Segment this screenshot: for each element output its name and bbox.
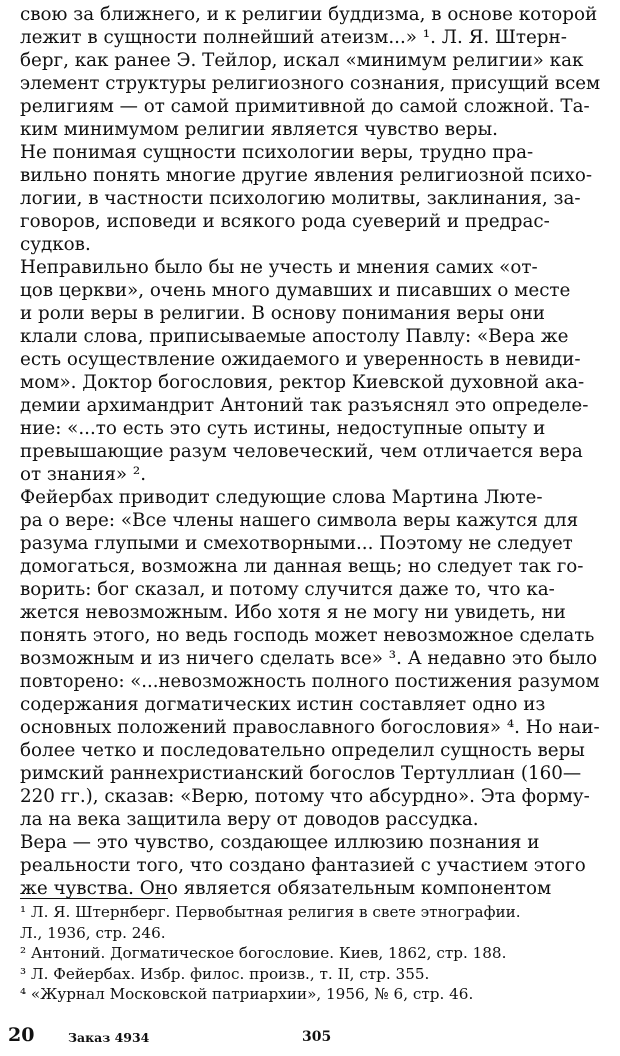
body-line: ким минимумом религии является чувство веры. <box>20 119 498 140</box>
body-line: содержания догматических истин составляет одно из <box>20 694 546 715</box>
body-line: основных положений православного богословия» ⁴. Но наи- <box>19 717 600 738</box>
body-line: же чувства. Оно является обязательным компонентом <box>20 878 552 899</box>
body-line: вильно понять многие другие явления религиозной психо- <box>20 165 593 186</box>
footnote-line: ⁴ «Журнал Московской патриархии», 1956, № 6, стр. 46. <box>20 985 474 1003</box>
body-line: судков. <box>20 234 91 255</box>
body-line: лежит в сущности полнейший атеизм...» ¹. Л. Я. Штерн- <box>20 27 567 48</box>
body-line: превышающие разум человеческий, чем отличается вера <box>20 441 583 462</box>
footnote-line: ² Антоний. Догматическое богословие. Киев, 1862, стр. 188. <box>20 944 507 962</box>
footnote-line: Л., 1936, стр. 246. <box>20 923 166 942</box>
body-line: домогаться, возможна ли данная вещь; но следует так го- <box>20 556 584 577</box>
body-line: возможным и из ничего сделать все» ³. А недавно это было <box>20 648 598 669</box>
body-line: Неправильно было бы не учесть и мнения самих «от- <box>20 257 538 278</box>
body-line: от знания» ². <box>20 464 147 485</box>
footnote-line: ³ Л. Фейербах. Избр. филос. произв., т. II, стр. 355. <box>20 964 430 983</box>
body-line: мом». Доктор богословия, ректор Киевской духовной ака- <box>20 372 585 393</box>
body-line: цов церкви», очень много думавших и писавших о месте <box>20 280 571 301</box>
footnote-line: ¹ Л. Я. Штернберг. Первобытная религия в свете этнографии. <box>20 903 521 921</box>
body-line: Не понимая сущности психологии веры, трудно пра- <box>20 142 534 163</box>
body-line: религиям — от самой примитивной до самой сложной. Та- <box>20 96 590 117</box>
body-line: римский раннехристианский богослов Тертуллиан (160— <box>20 763 582 784</box>
body-line: Вера — это чувство, создающее иллюзию познания и <box>20 832 540 853</box>
body-line: 220 гг.), сказав: «Верю, потому что абсурдно». Эта форму- <box>20 786 590 807</box>
body-line: логии, в частности психологию молитвы, заклинания, за- <box>20 188 581 209</box>
body-line: понять этого, но ведь господь может невозможное сделать <box>20 625 595 646</box>
body-line: демии архимандрит Антоний так разъяснял это определе- <box>20 395 589 416</box>
body-line: ра о вере: «Все члены нашего символа веры кажутся для <box>20 510 579 531</box>
body-line: ла на века защитила веру от доводов рассудка. <box>20 809 479 830</box>
body-line: и роли веры в религии. В основу понимания веры они <box>20 303 545 324</box>
body-line: ворить: бог сказал, и потому случится даже то, что ка- <box>20 579 555 600</box>
body-line: реальности того, что создано фантазией с участием этого <box>20 855 586 876</box>
body-line: более четко и последовательно определил сущность веры <box>20 740 585 761</box>
body-line: ние: «...то есть это суть истины, недоступные опыту и <box>20 418 546 439</box>
body-line: разума глупыми и смехотворными... Поэтому не следует <box>20 533 573 554</box>
body-line: жется невозможным. Ибо хотя я не могу ни увидеть, ни <box>20 602 566 623</box>
footnote-separator <box>20 898 168 899</box>
body-line: элемент структуры религиозного сознания, присущий всем <box>19 73 601 94</box>
body-line: говоров, исповеди и всякого рода суеверий и предрас- <box>20 211 550 232</box>
print-order-label: Заказ 4934 <box>68 1030 150 1045</box>
body-line: свою за ближнего, и к религии буддизма, в основе которой <box>20 4 598 25</box>
page-number: 20 <box>8 1024 35 1046</box>
body-line: повторено: «...невозможность полного постижения разумом <box>19 671 600 692</box>
body-line: берг, как ранее Э. Тейлор, искал «минимум религии» как <box>20 50 584 71</box>
body-line: клали слова, приписываемые апостолу Павлу: «Вера же <box>20 326 569 347</box>
signature-mark: 305 <box>302 1029 332 1045</box>
body-line: Фейербах приводит следующие слова Мартина Люте- <box>20 487 543 508</box>
body-line: есть осуществление ожидаемого и уверенность в невиди- <box>20 349 581 370</box>
